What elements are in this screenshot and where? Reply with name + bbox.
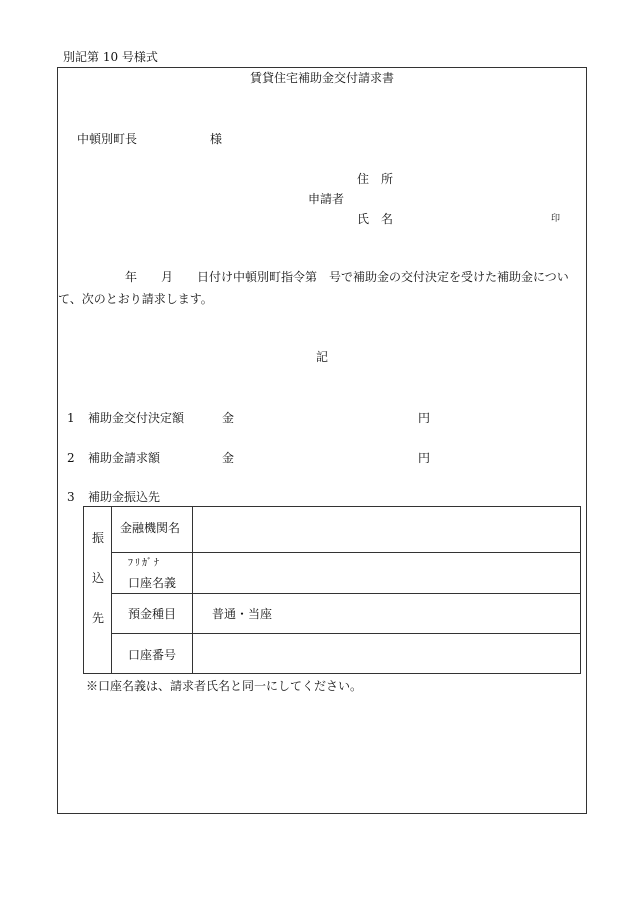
address-label: 住 所	[357, 172, 394, 186]
table-divider-side	[111, 506, 112, 674]
side-label-char: 先	[92, 611, 105, 625]
account-holder-ruby: ﾌﾘｶﾞﾅ	[128, 558, 161, 569]
table-row-divider	[111, 633, 581, 634]
account-number-label: 口座番号	[128, 648, 177, 662]
seal-mark: 印	[551, 214, 561, 224]
name-label: 氏 名	[357, 212, 394, 226]
item-2-number: 2	[67, 451, 75, 465]
form-number: 別記第 10 号様式	[63, 50, 158, 64]
body-line-2: て、次のとおり請求します。	[58, 292, 213, 306]
form-title: 賃貸住宅補助金交付請求書	[250, 71, 395, 85]
table-divider-label	[192, 506, 193, 674]
side-label-char: 込	[92, 571, 105, 585]
item-3-label: 補助金振込先	[88, 490, 161, 504]
item-2-prefix: 金	[222, 451, 235, 465]
form-frame	[57, 67, 587, 814]
addressee-honorific: 様	[210, 132, 223, 146]
ki-heading: 記	[316, 350, 329, 364]
account-holder-label: 口座名義	[128, 576, 177, 590]
deposit-type-value: 普通・当座	[212, 607, 273, 621]
item-1-label: 補助金交付決定額	[88, 411, 185, 425]
item-1-unit: 円	[418, 411, 431, 425]
item-1-number: 1	[67, 411, 75, 425]
table-row-divider	[111, 552, 581, 553]
bank-name-label: 金融機関名	[120, 521, 181, 535]
item-2-label: 補助金請求額	[88, 451, 161, 465]
item-1-prefix: 金	[222, 411, 235, 425]
table-row-divider	[111, 593, 581, 594]
account-holder-note: ※口座名義は、請求者氏名と同一にしてください。	[86, 679, 363, 693]
side-label-char: 振	[92, 531, 105, 545]
body-line-1: 年 月 日付け中頓別町指令第 号で補助金の交付決定を受けた補助金につい	[125, 270, 569, 284]
applicant-role-label: 申請者	[308, 192, 345, 206]
item-3-number: 3	[67, 490, 75, 504]
item-2-unit: 円	[418, 451, 431, 465]
addressee-name: 中頓別町長	[77, 132, 138, 146]
deposit-type-label: 預金種目	[128, 607, 177, 621]
